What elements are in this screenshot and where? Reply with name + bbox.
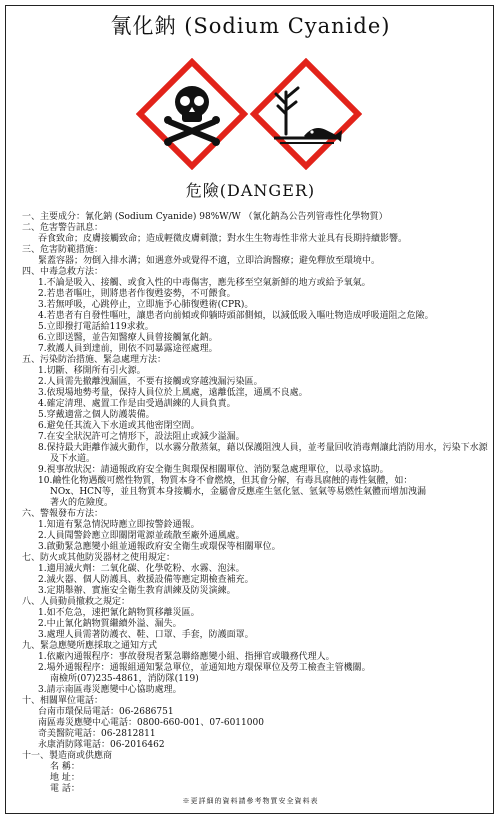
document-title: 氰化鈉 (Sodium Cyanide) xyxy=(110,14,391,38)
section-alarm-heading: 六、警報發布方法： xyxy=(22,509,104,519)
evacuation-line: 2.中止氰化鈉物質繼續外溢、漏失。 xyxy=(38,619,182,629)
contact-line: 永康消防隊電話：06-2016462 xyxy=(38,740,165,750)
section-spill-response-heading: 五、污染防治措施、緊急處理方法： xyxy=(22,355,167,365)
first-aid-line: 7.救護人員到達前，則依不同暴露途徑處理。 xyxy=(38,344,218,354)
evacuation-line: 3.處理人員需著防護衣、鞋、口罩、手套，防護面罩。 xyxy=(38,630,254,640)
spill-response-line: 著火的危險度。 xyxy=(50,498,114,508)
alarm-line: 2.人員聞警鈴應立即關閉電源並疏散至廠外通風處。 xyxy=(38,531,245,541)
environment-hazard-icon xyxy=(250,58,362,170)
fire-equipment-line: 1.適用滅火劑：二氧化碳、化學乾粉、水霧、泡沫。 xyxy=(38,564,245,574)
ghs-pictograms xyxy=(0,58,501,178)
contact-line: 台南市環保局電話：06-2686751 xyxy=(38,707,174,717)
contact-line: 奇美醫院電話：06-2812811 xyxy=(38,729,156,739)
first-aid-line: 2.若患者嘔吐，則將患者作復甦姿勢，不可餵食。 xyxy=(38,289,236,299)
section-first-aid-heading: 四、中毒急救方法： xyxy=(22,267,104,277)
spill-response-line: 7.在安全狀況許可之情形下，設法阻止或減少溢漏。 xyxy=(38,432,245,442)
footer-note: ※更詳細的資料請參考物質安全資料表 xyxy=(182,797,319,805)
alarm-line: 1.知道有緊急情況時應立即按警鈴通報。 xyxy=(38,520,200,530)
first-aid-line: 3.若無呼吸，心跳停止，立即施予心肺復甦術(CPR)。 xyxy=(38,300,254,310)
first-aid-line: 1.不論是吸入、接觸、或食入性的中毒傷害，應先移至空氣新鮮的地方或給予氧氣。 xyxy=(38,278,371,288)
hazard-statement-line: 吞食致命；皮膚接觸致命；造成輕微皮膚刺激；對水生生物毒性非常大並具有長期持續影響。 xyxy=(38,234,408,244)
spill-response-line: 2.人員需先撤離洩漏區，不要有接觸或穿越洩漏污染區。 xyxy=(38,377,263,387)
section-fire-equipment-heading: 七、防火或其他防災器材之使用規定： xyxy=(22,553,176,563)
first-aid-line: 6.立即送醫，並告知醫療人員曾接觸氰化鈉。 xyxy=(38,333,218,343)
first-aid-line: 4.若患者有自發性嘔吐，讓患者向前傾或仰躺時頭部側傾，以減低吸入嘔吐物造成呼吸道阻之危險。 xyxy=(38,311,434,321)
spill-response-line: 3.依現場地勢考量，保持人員位於上風處，遠離低漥，通風不良處。 xyxy=(38,388,308,398)
spill-response-line: 4.確定清理、處置工作是由受過訓練的人員負責。 xyxy=(38,399,236,409)
spill-response-line: 5.穿戴適當之個人防護裝備。 xyxy=(38,410,155,420)
section-hazard-statement-heading: 二、危害警告訊息： xyxy=(22,223,104,233)
supplier-name-field: 名 稱： xyxy=(50,762,80,772)
section-contacts-heading: 十、相關單位電話： xyxy=(22,696,104,706)
section-supplier-heading: 十一、製造商或供應商 xyxy=(22,751,113,761)
spill-response-line: 10.鹼性化物遇酸可燃性物質，物質本身不會燃燒，但其會分解，有毒具腐蝕的毒性氣體，如： xyxy=(38,476,413,486)
spill-response-line: 9.視事故狀況：請通報政府安全衛生與環保相關單位、消防緊急處理單位，以尋求協助。 xyxy=(38,465,389,475)
section-ingredient: 一、主要成分：氰化鈉 (Sodium Cyanide) 98%W/W （氰化鈉為公告列管毒性化學物質） xyxy=(22,212,388,222)
first-aid-line: 5.立即撥打電話給119求救。 xyxy=(38,322,154,332)
label-body xyxy=(22,212,490,795)
supplier-phone-field: 電 話： xyxy=(50,784,80,794)
spill-response-line: NOx、HCN等，並且物質本身接觸水，金屬會反應產生氫化氫、氫氣等易燃性氣體而增加洩漏 xyxy=(50,487,426,497)
section-evacuation-heading: 八、人員動員撤救之規定： xyxy=(22,597,131,607)
spill-response-line: 8.保持最大距離作滅火動作，以水霧分散蒸氣，藉以保護阻洩人員，並考量回收消毒劑讓此消防用水，污染下水源及下水道。 xyxy=(38,443,488,464)
notification-line: 3.請示南區毒災應變中心協助處理。 xyxy=(38,685,182,695)
spill-response-line: 1.切斷、移開所有引火源。 xyxy=(38,366,146,376)
fire-equipment-line: 2.滅火器、個人防護具、救援設備等應定期檢查補充。 xyxy=(38,575,254,585)
notification-line: 1.依廠內通報程序：事故發現者緊急聯絡應變小組、指揮官或職務代理人。 xyxy=(38,652,335,662)
section-precaution-heading: 三、危害防範措施： xyxy=(22,245,104,255)
skull-and-crossbones-icon xyxy=(136,58,248,170)
spill-response-line: 6.避免任其流入下水道或其他密閉空間。 xyxy=(38,421,200,431)
section-notification-heading: 九、緊急應變所應採取之通知方式 xyxy=(22,641,158,651)
supplier-address-field: 地 址： xyxy=(50,773,80,783)
evacuation-line: 1.如不危急，速把氰化鈉物質移離災區。 xyxy=(38,608,200,618)
precaution-line: 緊蓋容器；勿倒入排水溝；如遇意外或覺得不適，立即洽詢醫療；避免釋放至環境中。 xyxy=(38,256,381,266)
signal-word: 危險(DANGER) xyxy=(185,181,316,200)
alarm-line: 3.啟動緊急應變小組並通報政府安全衛生或環保等相關單位。 xyxy=(38,542,281,552)
fire-equipment-line: 3.定期舉辦、實施安全衛生教育訓練及防災演練。 xyxy=(38,586,236,596)
notification-line: 2.場外通報程序：通報組通知緊急單位，並通知地方環保單位及勞工檢查主管機關。 xyxy=(38,663,371,673)
contact-line: 南區毒災應變中心電話：0800-660-001、07-6011000 xyxy=(38,718,264,728)
notification-line: 南檢所(07)235-4861，消防隊(119) xyxy=(50,674,199,684)
